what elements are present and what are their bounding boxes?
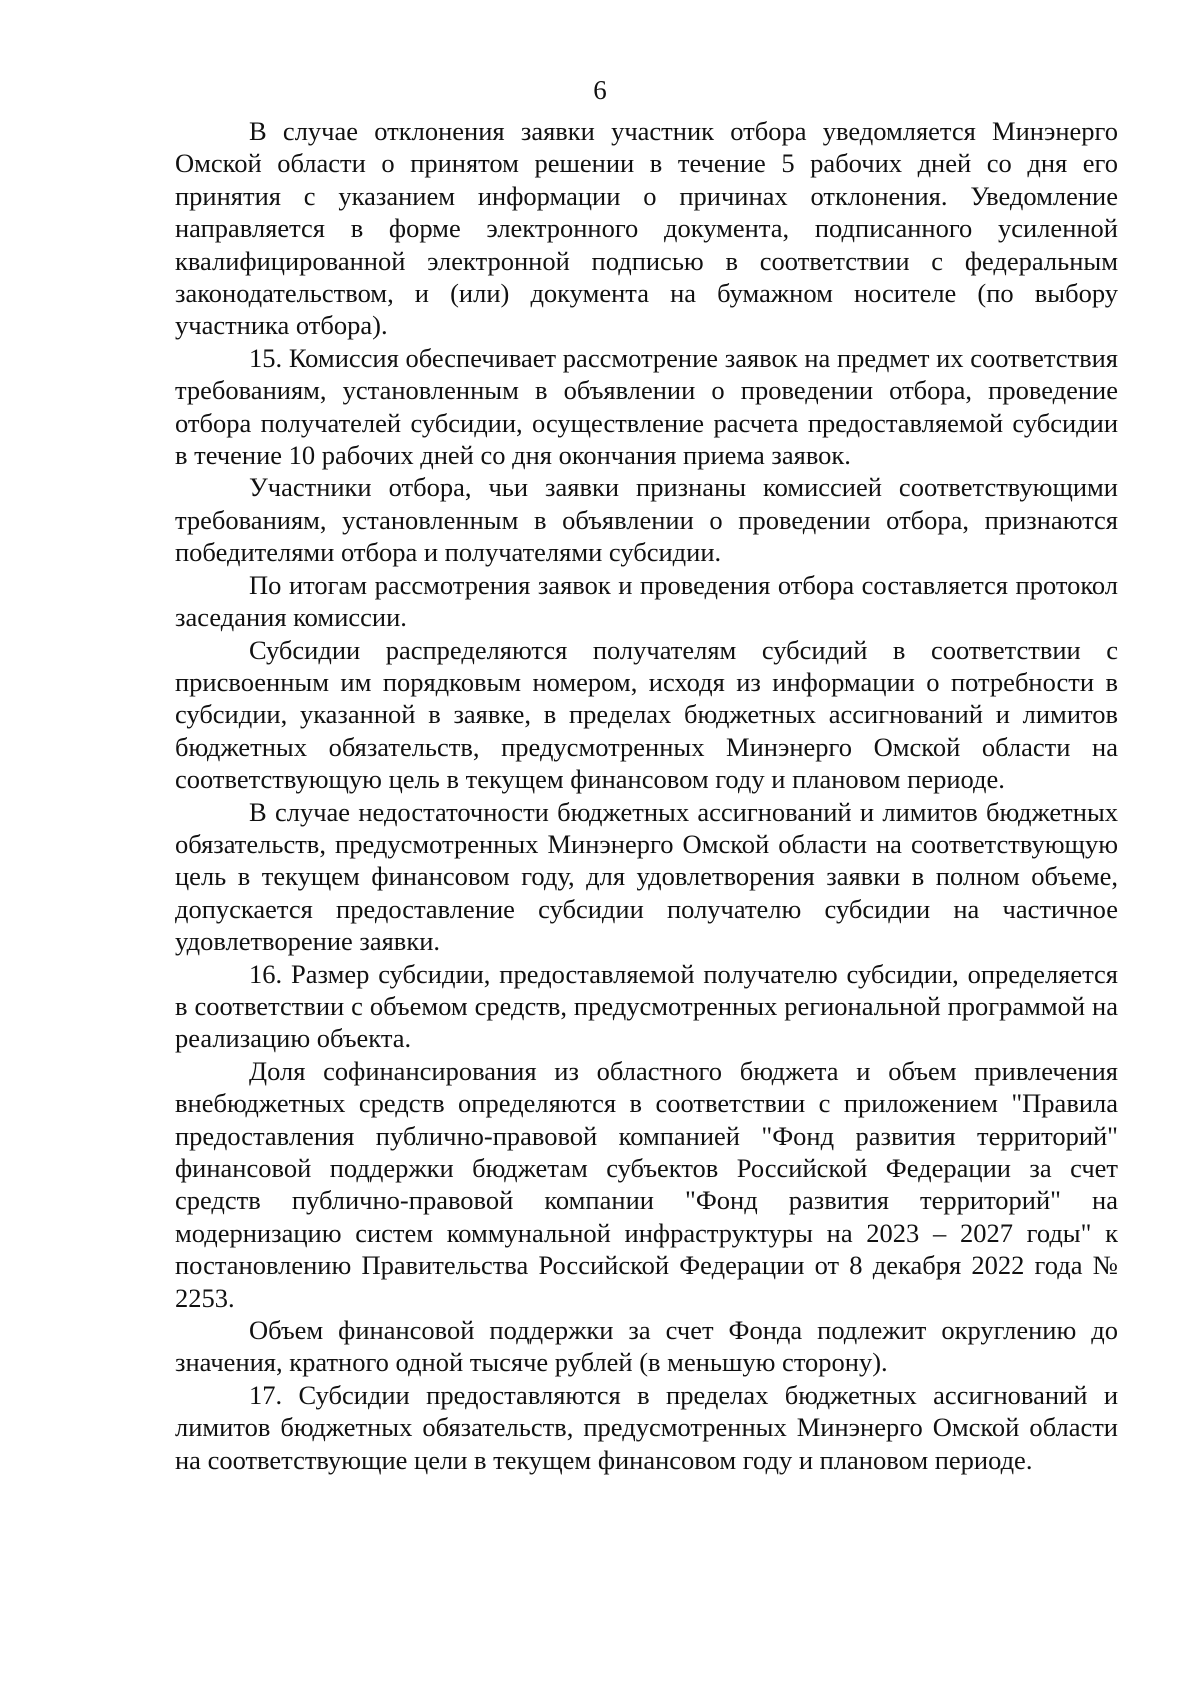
paragraph-item-17: 17. Субсидии предоставляются в пределах бюджетных ассигнований и лимитов бюджетных обязательств, предусмотренных Минэнерго Омской области на соответствующие цели в текущем финансовом году и плановом периоде. [175, 1379, 1118, 1475]
paragraph-protocol: По итогам рассмотрения заявок и проведения отбора составляется протокол заседания комиссии. [175, 569, 1118, 633]
paragraph-distribution: Субсидии распределяются получателям субсидий в соответствии с присвоенным им порядковым номером, исходя из информации о потребности в субсидии, указанной в заявке, в пределах бюджетных ассигнований и лимитов бюджетных обязательств, предусмотренных Минэнерго Омской области на соответствующую цель в текущем финансовом году и плановом периоде. [175, 634, 1118, 795]
paragraph-winners: Участники отбора, чьи заявки признаны комиссией соответствующими требованиям, установленным в объявлении о проведении отбора, признаются победителями отбора и получателями субсидии. [175, 472, 1118, 568]
paragraph-insufficiency: В случае недостаточности бюджетных ассигнований и лимитов бюджетных обязательств, предусмотренных Минэнерго Омской области на соответствующую цель в текущем финансовом году, для удовлетворения заявки в полном объеме, допускается предоставление субсидии получателю субсидии на частичное удовлетворение заявки. [175, 796, 1118, 957]
paragraph-item-16: 16. Размер субсидии, предоставляемой получателю субсидии, определяется в соответствии с объемом средств, предусмотренных региональной программой на реализацию объекта. [175, 958, 1118, 1054]
paragraph-rejection-notice: В случае отклонения заявки участник отбора уведомляется Минэнерго Омской области о принятом решении в течение 5 рабочих дней со дня его принятия с указанием информации о причинах отклонения. Уведомление направляется в форме электронного документа, подписанного усиленной квалифицированной электронной подписью в соответствии с федеральным законодательством, и (или) документа на бумажном носителе (по выбору участника отбора). [175, 116, 1118, 341]
paragraph-rounding: Объем финансовой поддержки за счет Фонда подлежит округлению до значения, кратного одной тысяче рублей (в меньшую сторону). [175, 1315, 1118, 1378]
paragraph-cofinancing: Доля софинансирования из областного бюджета и объем привлечения внебюджетных средств определяются в соответствии с приложением "Правила предоставления публично-правовой компанией "Фонд развития территорий" финансовой поддержки бюджетам субъектов Российской Федерации за счет средств публично-правовой компании "Фонд развития территорий" на модернизацию систем коммунальной инфраструктуры на 2023 – 2027 годы" к постановлению Правительства Российской Федерации от 8 декабря 2022 года № 2253. [175, 1055, 1118, 1313]
paragraph-item-15: 15. Комиссия обеспечивает рассмотрение заявок на предмет их соответствия требованиям, установленным в объявлении о проведении отбора, проведение отбора получателей субсидии, осуществление расчета предоставляемой субсидии в течение 10 рабочих дней со дня окончания приема заявок. [175, 342, 1118, 471]
document-body [175, 115, 1118, 1476]
page-number: 6 [593, 75, 607, 105]
